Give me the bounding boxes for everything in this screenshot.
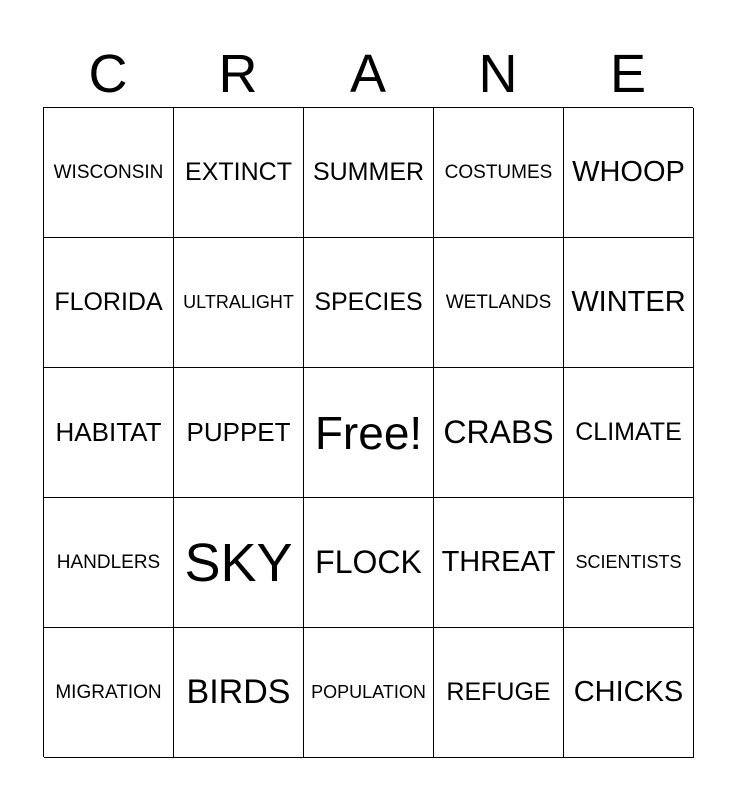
header-letter-c: C [88,44,128,104]
bingo-cell: WISCONSIN [44,108,174,238]
header-letter-n: N [478,44,518,104]
bingo-cell: CRABS [434,368,564,498]
header-letter-a: A [349,44,387,104]
bingo-header [43,40,693,108]
bingo-cell: COSTUMES [434,108,564,238]
bingo-cell: WHOOP [564,108,694,238]
bingo-cell: EXTINCT [174,108,304,238]
free-space-cell: Free! [304,368,434,498]
bingo-cell: MIGRATION [44,628,174,758]
bingo-cell: SCIENTISTS [564,498,694,628]
bingo-cell: CLIMATE [564,368,694,498]
bingo-cell: ULTRALIGHT [174,238,304,368]
header-letter-e: E [609,44,647,104]
bingo-cell: BIRDS [174,628,304,758]
bingo-cell: SPECIES [304,238,434,368]
bingo-cell: THREAT [434,498,564,628]
bingo-grid [43,107,693,757]
bingo-cell: FLOCK [304,498,434,628]
bingo-cell: HANDLERS [44,498,174,628]
bingo-cell: HABITAT [44,368,174,498]
bingo-cell: FLORIDA [44,238,174,368]
header-letter-r: R [218,44,258,104]
bingo-cell: SUMMER [304,108,434,238]
bingo-cell: SKY [174,498,304,628]
bingo-cell: CHICKS [564,628,694,758]
bingo-cell: REFUGE [434,628,564,758]
bingo-cell: WINTER [564,238,694,368]
bingo-cell: PUPPET [174,368,304,498]
bingo-cell: POPULATION [304,628,434,758]
bingo-cell: WETLANDS [434,238,564,368]
